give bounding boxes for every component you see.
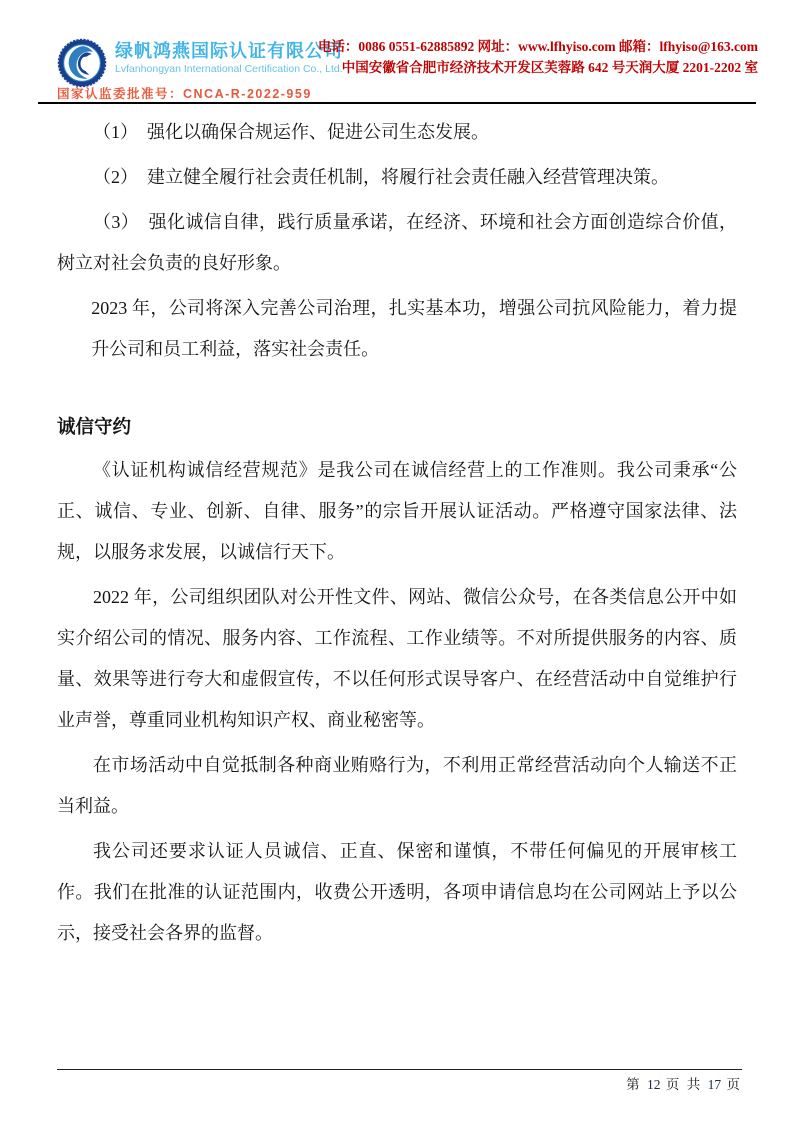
page-header <box>0 0 794 104</box>
section-heading-integrity: 诚信守约 <box>57 418 132 438</box>
paragraph-integrity-3: 在市场活动中自觉抵制各种商业贿赂行为，不利用正常经营活动向个人输送不正当利益。 <box>57 755 737 816</box>
list-item-2: （2） 建立健全履行社会责任机制，将履行社会责任融入经营管理决策。 <box>93 167 669 187</box>
company-name-cn: 绿帆鸿燕国际认证有限公司 <box>115 41 343 61</box>
document-body <box>0 104 794 954</box>
list-item-1: （1） 强化以确保合规运作、促进公司生态发展。 <box>93 122 489 142</box>
page-footer <box>57 1069 742 1093</box>
footer-total-pages: 17 <box>707 1077 722 1092</box>
list-item-3: （3） 强化诚信自律，践行质量承诺，在经济、环境和社会方面创造综合价值，树立对社会负责的良好形象。 <box>57 212 737 273</box>
paragraph-integrity-4: 我公司还要求认证人员诚信、正直、保密和谨慎，不带任何偏见的开展审核工作。我们在批准的认证范围内，收费公开透明，各项申请信息均在公司网站上予以公示，接受社会各界的监督。 <box>57 841 737 943</box>
contact-line-phone-web-email: 电话：0086 0551-62885892 网址：www.lfhyiso.com 邮箱：lfhyiso@163.com <box>317 39 758 54</box>
footer-page-number: 12 <box>647 1077 661 1092</box>
footer-page-middle: 页 共 <box>660 1077 708 1092</box>
company-logo-block <box>57 38 343 88</box>
footer-page-prefix: 第 <box>626 1077 647 1092</box>
company-name-en: Lvfanhongyan International Certification Co., Ltd. <box>115 63 343 75</box>
paragraph-integrity-2: 2022 年，公司组织团队对公开性文件、网站、微信公众号，在各类信息公开中如实介绍公司的情况、服务内容、工作流程、工作业绩等。不对所提供服务的内容、质量、效果等进行夸大和虚假宣传，不以任何形式误导客户、在经营活动中自觉维护行业声誉，尊重同业机构知识产权、商业秘密等。 <box>57 587 737 730</box>
contact-line-address: 中国安徽省合肥市经济技术开发区芙蓉路 642 号天润大厦 2201-2202 室 <box>341 60 758 75</box>
footer-page-suffix: 页 <box>721 1077 742 1092</box>
company-logo-icon <box>57 38 107 88</box>
contact-info <box>318 36 758 78</box>
approval-number: 国家认监委批准号：CNCA-R-2022-959 <box>57 87 312 101</box>
paragraph-2023: 2023 年，公司将深入完善公司治理，扎实基本功，增强公司抗风险能力，着力提升公司和员工利益，落实社会责任。 <box>91 298 737 359</box>
header-divider <box>38 102 756 104</box>
company-name-block <box>115 40 343 76</box>
paragraph-integrity-1: 《认证机构诚信经营规范》是我公司在诚信经营上的工作准则。我公司秉承“公正、诚信、专业、创新、自律、服务”的宗旨开展认证活动。严格遵守国家法律、法规，以服务求发展，以诚信行天下。 <box>57 460 737 562</box>
